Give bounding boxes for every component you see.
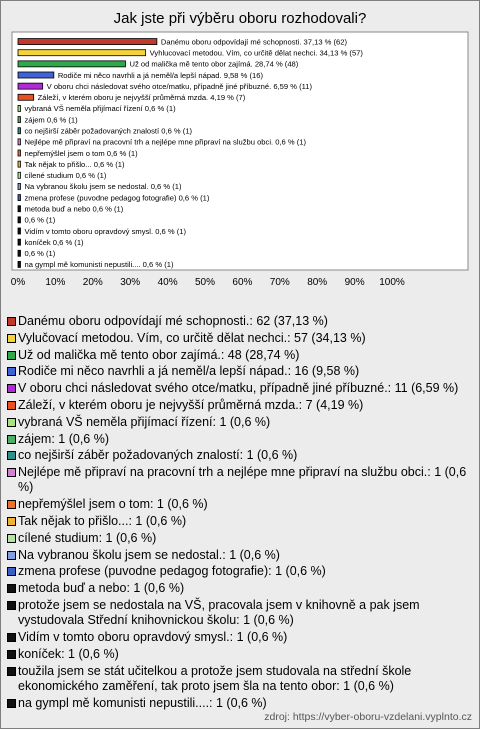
legend-label: protože jsem se nedostala na VŠ, pracovala jsem v knihovně a pak jsem vystudovala Střední knihovnickou školu: 1 (0,6 %) (18, 597, 420, 628)
bar (18, 206, 21, 212)
x-tick-label: 40% (157, 277, 178, 288)
legend-item (6, 465, 472, 495)
legend-item (6, 548, 472, 563)
bar-label: zmena profese (puvodne pedagog fotografie) 0,6 % (1) (24, 193, 210, 203)
bar-label: cílené studium 0,6 % (1) (24, 171, 107, 181)
legend-label: zájem: 1 (0,6 %) (18, 431, 110, 446)
bar-label: zájem 0,6 % (1) (24, 115, 78, 125)
bar-label: metoda buď a nebo 0,6 % (1) (24, 204, 124, 214)
x-tick-label: 20% (82, 277, 103, 288)
legend-item (6, 448, 472, 463)
legend-label: co nejširší záběr požadovaných znalostí: 1 (0,6 %) (18, 448, 298, 463)
legend-label: Už od malička mě tento obor zajímá.: 48 (28,74 %) (18, 347, 300, 362)
legend-label: zmena profese (puvodne pedagog fotografie): 1 (0,6 %) (18, 564, 326, 579)
bar (18, 183, 21, 189)
bar (18, 250, 21, 256)
bar-label: Na vybranou školu jsem se nedostal. 0,6 % (1) (24, 182, 182, 192)
legend-item (6, 531, 472, 546)
legend-swatch (7, 367, 16, 376)
legend-label: na gympl mě komunisti nepustili....: 1 (0,6 %) (18, 695, 267, 710)
legend-swatch (7, 418, 16, 427)
legend-item (6, 696, 472, 711)
legend-label: vybraná VŠ neměla přijímací řízení: 1 (0,6 %) (18, 414, 271, 429)
legend-item (6, 647, 472, 662)
x-tick-label: 100% (379, 277, 405, 288)
legend-item (6, 564, 472, 579)
legend-item (6, 415, 472, 430)
bar-label: Rodiče mi něco navrhli a já neměl/a lepší nápad. 9,58 % (16) (57, 70, 263, 80)
legend-label: koníček: 1 (0,6 %) (18, 646, 119, 661)
bar (18, 117, 21, 123)
x-tick-label: 10% (45, 277, 66, 288)
bar (18, 217, 21, 223)
bar-chart (8, 30, 472, 288)
legend-item (6, 381, 472, 396)
legend-item (6, 348, 472, 363)
bar (18, 172, 21, 178)
bar (18, 72, 54, 78)
legend-label: Na vybranou školu jsem se nedostal.: 1 (0,6 %) (18, 547, 280, 562)
bar-label: 0,6 % (1) (24, 249, 56, 259)
legend-label: Rodiče mi něco navrhli a já neměl/a lepší nápad.: 16 (9,58 %) (18, 364, 360, 379)
legend-swatch (7, 451, 16, 460)
legend-label: Tak nějak to přišlo...: 1 (0,6 %) (18, 513, 187, 528)
x-tick-label: 70% (269, 277, 290, 288)
legend-swatch (7, 650, 16, 659)
bar-label: Vyhlucovací metodou. Vím, co určitě dělat nechci. 34,13 % (57) (149, 48, 363, 58)
bar-label: V oboru chci následovat svého otce/matku, případně jiné příbuzné. 6,59 % (11) (46, 81, 313, 91)
bar (18, 195, 21, 201)
legend-label: V oboru chci následovat svého otce/matku, případně jiné příbuzné.: 11 (6,59 %) (18, 381, 459, 396)
legend (6, 314, 472, 712)
x-tick-label: 50% (194, 277, 216, 288)
bar (18, 128, 21, 134)
x-tick-label: 60% (232, 277, 253, 288)
x-tick-label: 0% (10, 277, 26, 288)
legend-item (6, 398, 472, 413)
legend-swatch (7, 384, 16, 393)
bar (18, 228, 21, 234)
bar (18, 261, 21, 267)
legend-swatch (7, 317, 16, 326)
bar (18, 139, 21, 145)
legend-label: Záleží, v kterém oboru je nejvyšší průměrná mzda.: 7 (4,19 %) (18, 397, 364, 412)
legend-item (6, 364, 472, 379)
source-note: zdroj: https://vyber-oboru-vzdelani.vyplnto.cz (264, 711, 472, 723)
legend-swatch (7, 584, 16, 593)
legend-swatch (7, 534, 16, 543)
legend-swatch (7, 551, 16, 560)
legend-label: nepřemýšlel jsem o tom: 1 (0,6 %) (18, 497, 208, 512)
x-tick-label: 30% (120, 277, 141, 288)
bar-label: Tak nějak to přišlo... 0,6 % (1) (24, 159, 125, 169)
legend-swatch (7, 601, 16, 610)
bar-label: co nejširší záběr požadovaných znalostí 0,6 % (1) (24, 126, 193, 136)
bar-label: 0,6 % (1) (24, 215, 56, 225)
chart-title: Jak jste při výběru oboru rozhodovali? (113, 10, 367, 27)
bar-label: Záleží, v kterém oboru je nejvyšší průměrná mzda. 4,19 % (7) (37, 93, 246, 103)
bar (18, 161, 21, 167)
bar-label: na gympl mě komunisti nepustili.... 0,6 % (1) (24, 260, 174, 270)
legend-label: Nejlépe mě připraví na pracovní trh a nejlépe mne připraví na službu obci.: 1 (0,6 %) (18, 465, 467, 495)
bar-label: nepřemýšlel jsem o tom 0,6 % (1) (24, 148, 138, 158)
bar-label: vybraná VŠ neměla přijímací řízení 0,6 % (1) (24, 104, 176, 114)
legend-swatch (7, 517, 16, 526)
bar (18, 50, 146, 56)
legend-label: Vidím v tomto oboru opravdový smysl.: 1 (0,6 %) (18, 629, 288, 644)
legend-item (6, 432, 472, 447)
bar (18, 83, 43, 89)
legend-swatch (7, 667, 16, 676)
legend-swatch (7, 435, 16, 444)
bar (18, 39, 157, 45)
legend-item (6, 514, 472, 529)
legend-swatch (7, 468, 16, 477)
x-tick-label: 80% (307, 277, 328, 288)
legend-item (6, 598, 472, 628)
legend-label: metoda buď a nebo: 1 (0,6 %) (18, 581, 185, 596)
legend-label: Vylučovací metodou. Vím, co určitě dělat nechci.: 57 (34,13 %) (18, 330, 366, 345)
legend-item (6, 581, 472, 596)
legend-swatch (7, 401, 16, 410)
bar (18, 239, 21, 245)
bar-label: Vidím v tomto oboru opravdový smysl. 0,6 % (1) (24, 226, 187, 236)
bar (18, 105, 21, 111)
legend-label: cílené studium: 1 (0,6 %) (18, 530, 157, 545)
bar (18, 61, 125, 67)
bar (18, 94, 34, 100)
legend-label: toužila jsem se stát učitelkou a protože jsem studovala na střední škole ekonomického zaměření, tak proto jsem šla na tento obor: 1 (0,6 %) (18, 663, 412, 693)
legend-swatch (7, 334, 16, 343)
bar-label: koníček 0,6 % (1) (24, 237, 84, 247)
legend-item (6, 630, 472, 645)
legend-swatch (7, 500, 16, 509)
legend-swatch (7, 351, 16, 360)
bar-label: Danému oboru odpovídají mé schopnosti. 37,13 % (62) (160, 37, 348, 47)
legend-item (6, 314, 472, 329)
legend-label: Danému oboru odpovídají mé schopnosti.: 62 (37,13 %) (18, 314, 328, 328)
bar (18, 150, 21, 156)
bar-label: Už od malička mě tento obor zajímá. 28,74 % (48) (129, 59, 299, 69)
legend-swatch (7, 699, 16, 708)
bar-label: Nejlépe mě připraví na pracovní trh a nejlépe mne připraví na službu obci. 0,6 % (1) (24, 137, 307, 147)
legend-swatch (7, 567, 16, 576)
legend-item (6, 331, 472, 346)
legend-item (6, 497, 472, 512)
legend-swatch (7, 633, 16, 642)
x-tick-label: 90% (344, 277, 365, 288)
legend-item (6, 664, 472, 694)
